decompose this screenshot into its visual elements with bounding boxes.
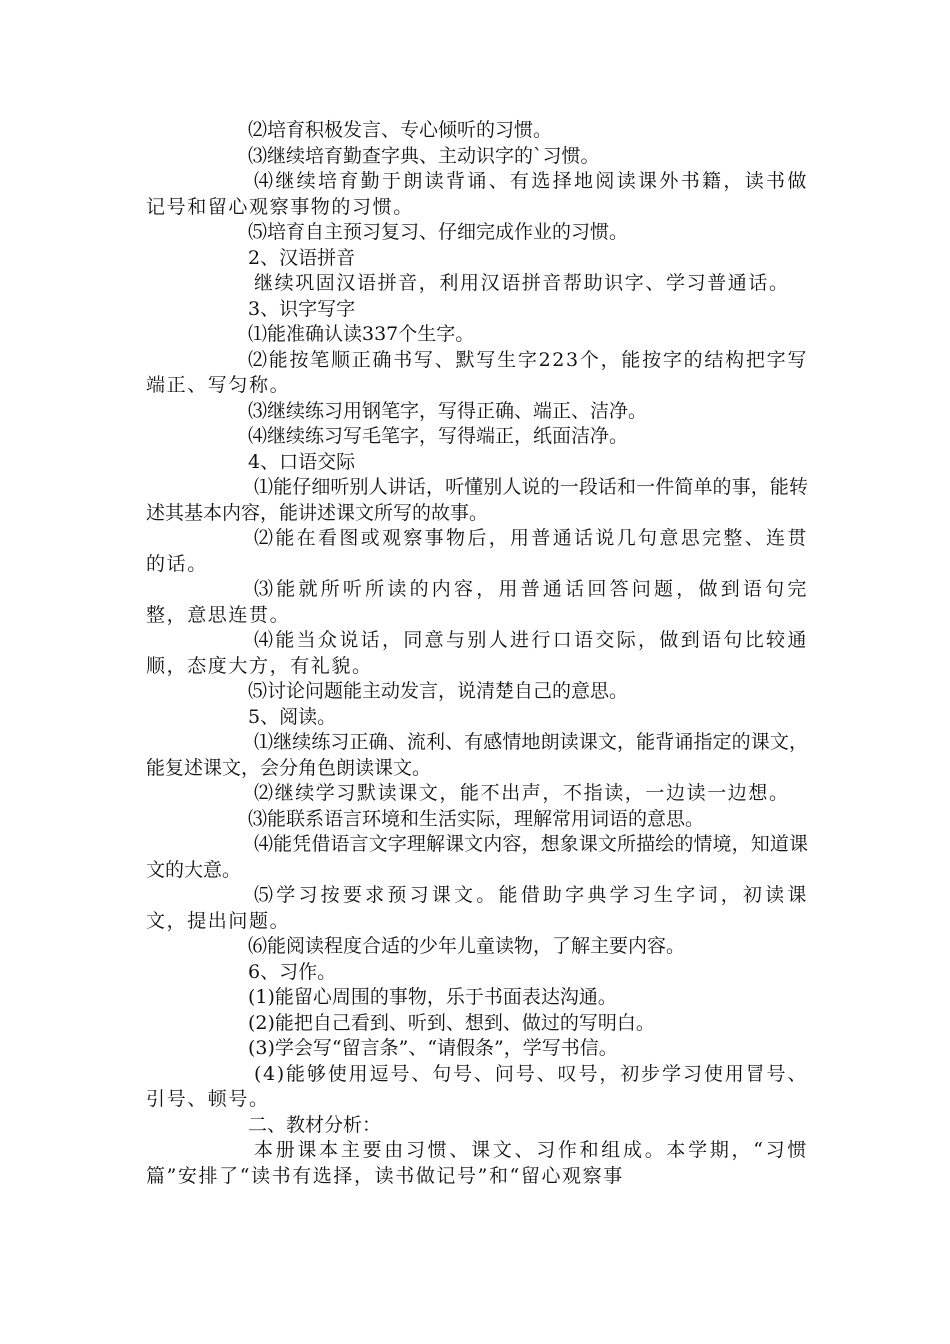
paragraph: (4)能够使用逗号、句号、问号、叹号，初步学习使用冒号、引号、顿号。 xyxy=(146,1062,808,1110)
paragraph: ⑸学习按要求预习课文。能借助字典学习生字词，初读课文，提出问题。 xyxy=(146,884,808,932)
paragraph: (2)能把自己看到、听到、想到、做过的写明白。 xyxy=(248,1011,655,1034)
paragraph: 本册课本主要由习惯、课文、习作和组成。本学期，“习惯篇”安排了“读书有选择，读书做记号”和“留心观察事 xyxy=(146,1139,808,1187)
paragraph: ⑶能就所听所读的内容，用普通话回答问题，做到语句完整，意思连贯。 xyxy=(146,578,808,626)
paragraph: ⑶继续练习用钢笔字，写得正确、端正、洁净。 xyxy=(248,399,648,422)
paragraph: ⑴能仔细听别人讲话，听懂别人说的一段话和一件简单的事，能转述其基本内容，能讲述课文所写的故事。 xyxy=(146,476,808,524)
paragraph: ⑴继续练习正确、流利、有感情地朗读课文，能背诵指定的课文，能复述课文，会分角色朗读课文。 xyxy=(146,731,808,779)
paragraph: ⑹能阅读程度合适的少年儿童读物，了解主要内容。 xyxy=(248,935,686,957)
paragraph: 继续巩固汉语拼音，利用汉语拼音帮助识字、学习普通话。 xyxy=(254,272,790,294)
paragraph: ⑷能凭借语言文字理解课文内容，想象课文所描绘的情境，知道课文的大意。 xyxy=(146,833,808,881)
paragraph: ⑴能准确认读337个生字。 xyxy=(248,323,475,345)
paragraph: ⑵继续学习默读课文，能不出声，不指读，一边读一边想。 xyxy=(254,782,790,804)
paragraph: (1)能留心周围的事物，乐于书面表达沟通。 xyxy=(248,986,617,1008)
section-heading: 二、教材分析： xyxy=(248,1113,382,1136)
paragraph: ⑷继续练习写毛笔字，写得端正，纸面洁净。 xyxy=(248,425,629,447)
section-heading: 6、习作。 xyxy=(248,960,337,983)
section-heading: 5、阅读。 xyxy=(248,705,337,728)
document-body xyxy=(146,118,808,1189)
section-heading: 4、口语交际 xyxy=(248,450,356,473)
paragraph: ⑸讨论问题能主动发言，说清楚自己的意思。 xyxy=(248,680,629,702)
paragraph: ⑷继续培育勤于朗读背诵、有选择地阅读课外书籍，读书做记号和留心观察事物的习惯。 xyxy=(146,170,808,218)
section-heading: 2、汉语拼音 xyxy=(248,246,356,269)
paragraph: (3)学会写“留言条”、“请假条”，学写书信。 xyxy=(248,1037,618,1059)
section-heading: 3、识字写字 xyxy=(248,297,356,320)
paragraph: ⑸培育自主预习复习、仔细完成作业的习惯。 xyxy=(248,221,629,243)
paragraph: ⑷能当众说话，同意与别人进行口语交际，做到语句比较通顺，态度大方，有礼貌。 xyxy=(146,629,808,677)
paragraph: ⑵能按笔顺正确书写、默写生字223个，能按字的结构把字写端正、写匀称。 xyxy=(146,348,808,396)
paragraph: ⑵培育积极发言、专心倾听的习惯。 xyxy=(248,119,553,141)
paragraph: ⑶能联系语言环境和生活实际，理解常用词语的意思。 xyxy=(248,807,705,830)
paragraph: ⑵能在看图或观察事物后，用普通话说几句意思完整、连贯的话。 xyxy=(146,527,808,575)
paragraph: ⑶继续培育勤查字典、主动识字的`习惯。 xyxy=(248,144,600,167)
